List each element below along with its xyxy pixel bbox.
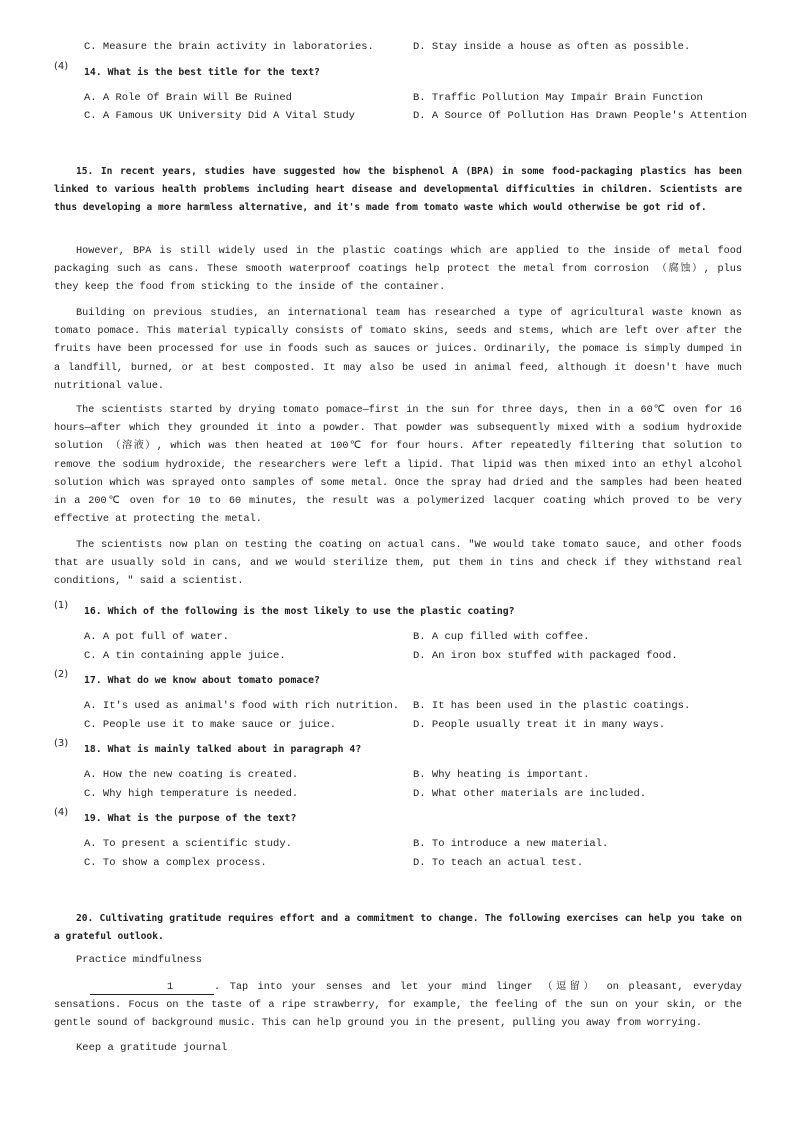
- answer-blank-1[interactable]: 1: [90, 982, 214, 995]
- q14-option-c[interactable]: C. A Famous UK University Did A Vital Study: [84, 110, 355, 122]
- passage20-heading-mindfulness: Practice mindfulness: [76, 954, 203, 966]
- q19-option-a[interactable]: A. To present a scientific study.: [84, 838, 292, 850]
- q17-marker: (2): [54, 669, 69, 680]
- q18-option-c[interactable]: C. Why high temperature is needed.: [84, 788, 299, 800]
- q14-option-a[interactable]: A. A Role Of Brain Will Be Ruined: [84, 92, 292, 104]
- q18-stem: 18. What is mainly talked about in paragraph 4?: [84, 744, 362, 755]
- passage20-paragraph-1: [54, 979, 742, 1034]
- passage15-paragraph-1: However, BPA is still widely used in the plastic coatings which are applied to the inside of metal food packaging such as cans. These smooth waterproof coatings help protect the metal from corrosion （腐蚀）, plus they keep the food from sticking to the inside of the container.: [54, 246, 742, 294]
- q17-option-c[interactable]: C. People use it to make sauce or juice.: [84, 719, 337, 731]
- passage20-intro: 20. Cultivating gratitude requires effort and a commitment to change. The following exercises can help you take on a grateful outlook.: [54, 913, 742, 943]
- q19-stem: 19. What is the purpose of the text?: [84, 813, 297, 824]
- q13-option-d[interactable]: D. Stay inside a house as often as possible.: [413, 41, 691, 53]
- q14-stem: 14. What is the best title for the text?: [84, 67, 320, 78]
- passage15-paragraph-3: The scientists started by drying tomato pomace—first in the sun for three days, then in a 60℃ oven for 16 hours—after which they grounded it into a powder. That powder was subsequently mixed with a sodium hydroxide solution （溶液）, which was then heated at 100℃ for four hours. After repeatedly filtering that solution to remove the sodium hydroxide, the researchers were left a lipid. That lipid was then mixed into an ethyl alcohol solution which was sprayed onto samples of some metal. Once the spray had dried and the samples had been heated in a 200℃ oven for 10 to 60 minutes, the result was a polymerized lacquer coating which proved to be very effective at protecting the metal.: [54, 405, 742, 526]
- q17-option-d[interactable]: D. People usually treat it in many ways.: [413, 719, 666, 731]
- q19-option-d[interactable]: D. To teach an actual test.: [413, 857, 584, 869]
- q19-option-b[interactable]: B. To introduce a new material.: [413, 838, 609, 850]
- q17-stem: 17. What do we know about tomato pomace?: [84, 675, 320, 686]
- q16-stem: 16. Which of the following is the most likely to use the plastic coating?: [84, 606, 515, 617]
- q14-marker: (4): [54, 61, 69, 72]
- q17-option-a[interactable]: A. It's used as animal's food with rich nutrition.: [84, 700, 400, 712]
- q13-option-c[interactable]: C. Measure the brain activity in laboratories.: [84, 41, 374, 53]
- q14-option-d[interactable]: D. A Source Of Pollution Has Drawn People's Attention: [413, 110, 747, 122]
- q14-option-b[interactable]: B. Traffic Pollution May Impair Brain Function: [413, 92, 703, 104]
- passage20-heading-journal: Keep a gratitude journal: [76, 1042, 228, 1054]
- q18-option-d[interactable]: D. What other materials are included.: [413, 788, 647, 800]
- q16-option-a[interactable]: A. A pot full of water.: [84, 631, 229, 643]
- q18-option-a[interactable]: A. How the new coating is created.: [84, 769, 299, 781]
- q19-option-c[interactable]: C. To show a complex process.: [84, 857, 267, 869]
- q17-option-b[interactable]: B. It has been used in the plastic coatings.: [413, 700, 691, 712]
- q16-option-c[interactable]: C. A tin containing apple juice.: [84, 650, 286, 662]
- q18-option-b[interactable]: B. Why heating is important.: [413, 769, 590, 781]
- passage20-paragraph-1-text: . Tap into your senses and let your mind linger （逗留） on pleasant, everyday sensations. Focus on the taste of a ripe strawberry, for example, the feeling of the sun on your skin, or the gentle sound of background music. This can help ground you in the present, pulling you away from worrying.: [54, 982, 742, 1030]
- q16-option-d[interactable]: D. An iron box stuffed with packaged food.: [413, 650, 678, 662]
- passage15-paragraph-2: Building on previous studies, an international team has researched a type of agricultural waste known as tomato pomace. This material typically consists of tomato skins, seeds and stems, which are left over after the fruits have been processed for use in foods such as sauces or juices. Ordinarily, the pomace is simply dumped in a landfill, burned, or at best composted. It may also be used in animal feed, although it doesn't have much nutritional value.: [54, 308, 742, 392]
- passage15-intro: 15. In recent years, studies have suggested how the bisphenol A (BPA) in some food-packaging plastics has been linked to various health problems including heart disease and developmental difficulties in children. Scientists are thus developing a more harmless alternative, and it's made from tomato waste which would otherwise be got rid of.: [54, 166, 742, 214]
- q16-option-b[interactable]: B. A cup filled with coffee.: [413, 631, 590, 643]
- q18-marker: (3): [54, 738, 69, 749]
- passage15-paragraph-4: The scientists now plan on testing the coating on actual cans. "We would take tomato sauce, and other foods that are usually sold in cans, and we would sterilize them, put them in tins and check if they withstand real conditions, " said a scientist.: [54, 540, 742, 588]
- q19-marker: (4): [54, 807, 69, 818]
- q16-marker: (1): [54, 600, 69, 611]
